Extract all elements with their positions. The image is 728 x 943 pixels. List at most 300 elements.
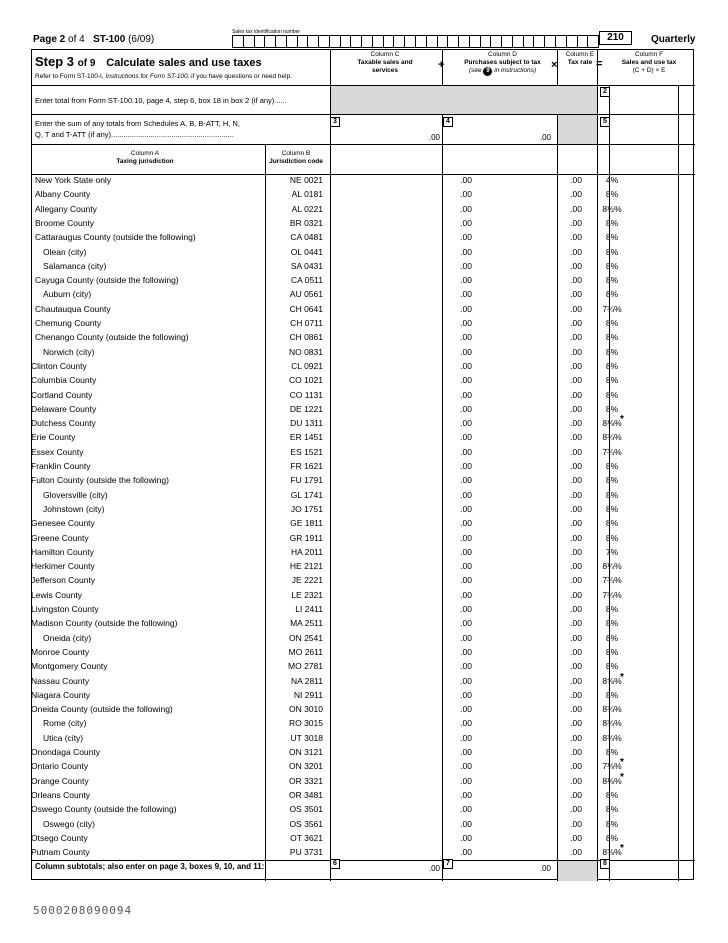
jurisdiction-code: GL 1741	[290, 489, 323, 500]
sales-use-tax-input[interactable]	[609, 645, 677, 659]
taxable-sales-input[interactable]: .00	[460, 789, 472, 800]
jurisdiction-code: DU 1311	[290, 418, 323, 429]
purchases-input[interactable]: .00	[570, 518, 582, 529]
taxable-sales-input[interactable]: .00	[460, 503, 472, 514]
jurisdiction-code: ON 3010	[288, 704, 323, 715]
tax-rate: 8%	[605, 375, 619, 386]
tax-rate: 8%	[605, 389, 619, 400]
taxable-sales-input[interactable]: .00	[460, 318, 472, 328]
sales-use-tax-input[interactable]	[609, 273, 677, 287]
sales-use-tax-input[interactable]	[609, 459, 677, 473]
jurisdiction-name: Dutchess County	[31, 418, 96, 429]
taxable-sales-input[interactable]: .00	[460, 832, 472, 843]
purchases-input[interactable]: .00	[570, 604, 582, 614]
purchases-input[interactable]: .00	[570, 246, 582, 257]
tax-rate: 8%	[605, 403, 619, 414]
box-4-input[interactable]: .00	[539, 133, 551, 142]
taxable-sales-input[interactable]: .00	[460, 203, 472, 214]
filing-period: Quarterly	[651, 34, 696, 45]
rate-footnote-marker: *	[620, 757, 624, 769]
taxable-sales-input[interactable]: .00	[460, 561, 472, 572]
jurisdiction-code: OT 3621	[290, 832, 323, 843]
form-date: (6/09)	[128, 34, 155, 45]
jurisdiction-name: Allegany County	[35, 203, 97, 214]
table-row	[31, 745, 694, 759]
jurisdiction-name: Rome (city)	[43, 718, 87, 729]
sales-use-tax-input[interactable]	[609, 559, 677, 573]
purchases-input[interactable]: .00	[570, 532, 582, 543]
jurisdiction-name: Erie County	[31, 432, 76, 443]
tax-rate: 8%	[605, 475, 619, 486]
tax-rate: 8¾%	[602, 732, 622, 743]
jurisdiction-name: Clinton County	[31, 360, 87, 371]
purchases-input[interactable]: .00	[570, 761, 582, 772]
jurisdiction-name: Cortland County	[31, 389, 93, 400]
purchases-input[interactable]: .00	[570, 289, 582, 300]
jurisdiction-name: Ontario County	[31, 761, 89, 772]
jurisdiction-name: Oswego (city)	[43, 818, 95, 829]
jurisdiction-code: JO 1751	[290, 503, 323, 514]
taxable-sales-input[interactable]: .00	[460, 346, 472, 357]
tax-rate: 8⅜%	[602, 847, 622, 858]
taxable-sales-input[interactable]: .00	[460, 618, 472, 629]
jurisdiction-name: Essex County	[31, 446, 84, 457]
table-row	[31, 245, 694, 259]
tax-rate: 8%	[605, 503, 619, 514]
table-row	[31, 559, 694, 573]
sales-use-tax-input[interactable]	[609, 359, 677, 373]
tax-rate: 8¾%	[602, 718, 622, 729]
jurisdiction-name: Orange County	[31, 775, 89, 786]
sales-use-tax-input[interactable]	[609, 688, 677, 702]
sales-use-tax-input[interactable]	[609, 302, 677, 316]
box-3-input[interactable]: .00	[428, 133, 440, 142]
jurisdiction-code: OS 3501	[289, 804, 323, 815]
subtotal-label: Column subtotals; also enter on page 3, boxes 9, 10, and 11:	[35, 862, 265, 871]
sales-use-tax-input[interactable]	[609, 187, 677, 201]
jurisdiction-code: NA 2811	[291, 675, 323, 686]
table-row	[31, 202, 694, 216]
jurisdiction-name: Monroe County	[31, 646, 90, 657]
taxable-sales-input[interactable]: .00	[460, 675, 472, 686]
jurisdiction-name: Chemung County	[35, 318, 102, 328]
tax-rate: 8%	[605, 332, 619, 343]
table-row	[31, 445, 694, 459]
table-row	[31, 502, 694, 516]
jurisdiction-code: PU 3731	[289, 847, 323, 858]
jurisdiction-code: HA 2011	[291, 546, 323, 557]
jurisdiction-code: LI 2411	[295, 604, 323, 614]
jurisdiction-name: Oneida County (outside the following)	[31, 704, 173, 715]
tax-rate: 8¾%	[602, 432, 622, 443]
tax-rate: 8%	[605, 789, 619, 800]
taxable-sales-input[interactable]: .00	[460, 275, 472, 286]
jurisdiction-code: FR 1621	[290, 461, 323, 471]
purchases-input[interactable]: .00	[570, 303, 582, 314]
sales-use-tax-input[interactable]	[609, 516, 677, 530]
jurisdiction-code: RO 3015	[288, 718, 323, 729]
purchases-input[interactable]: .00	[570, 632, 582, 643]
jurisdiction-code: CH 0861	[289, 332, 323, 343]
table-row	[31, 716, 694, 730]
table-row	[31, 802, 694, 816]
sales-use-tax-input[interactable]	[609, 202, 677, 216]
purchases-input[interactable]: .00	[570, 489, 582, 500]
tax-rate: 8⅛%	[602, 418, 622, 429]
plus-operator: +	[438, 59, 445, 71]
taxable-sales-input[interactable]: .00	[460, 818, 472, 829]
sales-use-tax-input[interactable]	[609, 774, 677, 788]
table-row	[31, 330, 694, 344]
purchases-input[interactable]: .00	[570, 618, 582, 629]
box-8-label: 8	[600, 859, 610, 869]
purchases-input[interactable]: .00	[570, 175, 582, 185]
column-f-header: Column F Sales and use tax (C + D) × E	[621, 51, 677, 74]
taxable-sales-input[interactable]: .00	[460, 718, 472, 729]
table-row	[31, 831, 694, 845]
taxable-sales-input[interactable]: .00	[460, 604, 472, 614]
purchases-input[interactable]: .00	[570, 661, 582, 672]
step-title	[35, 54, 262, 69]
taxable-sales-input[interactable]: .00	[460, 747, 472, 757]
jurisdiction-name: Genesee County	[31, 518, 95, 529]
taxable-sales-input[interactable]: .00	[460, 360, 472, 371]
purchases-input[interactable]: .00	[570, 561, 582, 572]
taxable-sales-input[interactable]: .00	[460, 704, 472, 715]
purchases-input[interactable]: .00	[570, 360, 582, 371]
table-row	[31, 416, 694, 430]
jurisdiction-name: Columbia County	[31, 375, 97, 386]
taxable-sales-input[interactable]: .00	[460, 847, 472, 858]
form-code: 210	[599, 31, 632, 45]
purchases-input[interactable]: .00	[570, 432, 582, 443]
jurisdiction-code: AU 0561	[289, 289, 323, 300]
sales-use-tax-input[interactable]	[609, 545, 677, 559]
form-barcode-number: 5000208090094	[33, 904, 133, 917]
purchases-input[interactable]: .00	[570, 503, 582, 514]
sales-use-tax-input[interactable]	[609, 731, 677, 745]
sales-use-tax-input[interactable]	[609, 287, 677, 301]
purchases-input[interactable]: .00	[570, 403, 582, 414]
jurisdiction-code: OL 0441	[290, 246, 323, 257]
purchases-input[interactable]: .00	[570, 332, 582, 343]
tax-rate: 8%	[605, 532, 619, 543]
jurisdiction-name: Hamilton County	[31, 546, 94, 557]
table-row	[31, 602, 694, 616]
sales-use-tax-input[interactable]	[609, 674, 677, 688]
purchases-input[interactable]: .00	[570, 804, 582, 815]
tax-rate: 8½%	[602, 203, 622, 214]
jurisdiction-name: Delaware County	[31, 403, 97, 414]
taxable-sales-input[interactable]: .00	[460, 575, 472, 586]
sales-use-tax-input[interactable]	[609, 430, 677, 444]
jurisdiction-code: CA 0511	[291, 275, 323, 286]
taxable-sales-input[interactable]: .00	[460, 432, 472, 443]
jurisdiction-code: SA 0431	[290, 260, 323, 271]
purchases-input[interactable]: .00	[570, 789, 582, 800]
jurisdiction-code: JE 2221	[291, 575, 323, 586]
jurisdiction-code: OR 3481	[288, 789, 323, 800]
sales-use-tax-input[interactable]	[609, 788, 677, 802]
jurisdiction-name: Albany County	[35, 189, 91, 200]
taxable-sales-input[interactable]: .00	[460, 689, 472, 700]
purchases-input[interactable]: .00	[570, 275, 582, 286]
purchases-input[interactable]: .00	[570, 475, 582, 486]
purchases-input[interactable]: .00	[570, 418, 582, 429]
box-8-input[interactable]	[609, 859, 677, 879]
taxable-sales-input[interactable]: .00	[460, 260, 472, 271]
sales-use-tax-input[interactable]	[609, 373, 677, 387]
sales-use-tax-input[interactable]	[609, 616, 677, 630]
step-number: Step 3	[35, 54, 75, 69]
taxable-sales-input[interactable]: .00	[460, 375, 472, 386]
step-reference: Refer to Form ST-100-I, Instructions for Form ST-100, if you have questions or need help.	[35, 73, 293, 80]
sales-use-tax-input[interactable]	[609, 502, 677, 516]
taxable-sales-input[interactable]: .00	[460, 632, 472, 643]
jurisdiction-code: AL 0181	[291, 189, 323, 200]
box-4-label: 4	[443, 117, 453, 127]
sales-use-tax-input[interactable]	[609, 588, 677, 602]
taxable-sales-input[interactable]: .00	[460, 646, 472, 657]
line-1-text: Enter total from Form ST-100.10, page 4, step 6, box 18 in box 2 (if any)......	[35, 96, 287, 105]
tax-rate: 8%	[605, 360, 619, 371]
table-row	[31, 659, 694, 673]
jurisdiction-code: ON 2541	[288, 632, 323, 643]
jurisdiction-code: BR 0321	[289, 217, 323, 228]
sales-use-tax-input[interactable]	[609, 330, 677, 344]
jurisdiction-name: Olean (city)	[43, 246, 87, 257]
taxable-sales-input[interactable]: .00	[460, 775, 472, 786]
tax-rate: 8%	[605, 618, 619, 629]
table-row	[31, 488, 694, 502]
sales-use-tax-input[interactable]	[609, 245, 677, 259]
jurisdiction-name: Oswego County (outside the following)	[31, 804, 177, 815]
sales-use-tax-input[interactable]	[609, 602, 677, 616]
taxable-sales-input[interactable]: .00	[460, 289, 472, 300]
jurisdiction-code: ER 1451	[289, 432, 323, 443]
purchases-input[interactable]: .00	[570, 818, 582, 829]
jurisdiction-code: ES 1521	[290, 446, 323, 457]
jurisdiction-name: Herkimer County	[31, 561, 95, 572]
taxable-sales-input[interactable]: .00	[460, 661, 472, 672]
taxable-sales-input[interactable]: .00	[460, 732, 472, 743]
purchases-input[interactable]: .00	[570, 775, 582, 786]
purchases-input[interactable]: .00	[570, 747, 582, 757]
rate-footnote-marker: *	[620, 671, 624, 683]
purchases-input[interactable]: .00	[570, 718, 582, 729]
tax-rate: 8%	[605, 604, 619, 614]
purchases-input[interactable]: .00	[570, 589, 582, 600]
jurisdiction-name: Jefferson County	[31, 575, 96, 586]
table-row	[31, 771, 694, 788]
tax-rate: 8%	[605, 646, 619, 657]
box-2-label: 2	[600, 87, 610, 97]
tax-rate: 8⅝%	[602, 675, 622, 686]
jurisdiction-name: Fulton County (outside the following)	[31, 475, 169, 486]
purchases-input[interactable]: .00	[570, 203, 582, 214]
table-row	[31, 702, 694, 716]
jurisdiction-code: NI 2911	[293, 689, 323, 700]
jurisdiction-name: Oneida (city)	[43, 632, 92, 643]
taxable-sales-input[interactable]: .00	[460, 232, 472, 243]
sales-use-tax-input[interactable]	[609, 473, 677, 487]
tax-rate: 8%	[605, 246, 619, 257]
purchases-input[interactable]: .00	[570, 689, 582, 700]
table-row	[31, 588, 694, 602]
table-row	[31, 316, 694, 330]
column-d-header: Column D Purchases subject to tax (see 9 in instructions)	[464, 51, 541, 74]
sales-use-tax-input[interactable]	[609, 230, 677, 244]
taxable-sales-input[interactable]: .00	[460, 489, 472, 500]
jurisdiction-name: Broome County	[35, 217, 95, 228]
sales-use-tax-input[interactable]	[609, 416, 677, 430]
tax-rate: 8%	[605, 217, 619, 228]
taxable-sales-input[interactable]: .00	[460, 518, 472, 529]
tax-rate: 7⅛%	[602, 761, 622, 772]
purchases-input[interactable]: .00	[570, 217, 582, 228]
taxable-sales-input[interactable]: .00	[460, 418, 472, 429]
purchases-input[interactable]: .00	[570, 575, 582, 586]
table-row	[31, 545, 694, 559]
taxable-sales-input[interactable]: .00	[460, 303, 472, 314]
box-5-label: 5	[600, 117, 610, 127]
jurisdiction-name: Johnstown (city)	[43, 503, 105, 514]
taxable-sales-input[interactable]: .00	[460, 532, 472, 543]
purchases-input[interactable]: .00	[570, 847, 582, 858]
sales-use-tax-input[interactable]	[609, 716, 677, 730]
sales-use-tax-input[interactable]	[609, 702, 677, 716]
step-of: of 9	[77, 58, 96, 69]
tax-rate: 8¾%	[602, 704, 622, 715]
jurisdiction-code: CL 0921	[291, 360, 323, 371]
jurisdiction-name: New York State only	[35, 175, 112, 185]
sales-use-tax-input[interactable]	[609, 316, 677, 330]
box-6-label: 6	[330, 859, 340, 869]
sales-use-tax-input[interactable]	[609, 845, 677, 859]
taxable-sales-input[interactable]: .00	[460, 589, 472, 600]
jurisdiction-code: NO 0831	[288, 346, 323, 357]
tax-rate: 8⅛%	[602, 775, 622, 786]
taxable-sales-input[interactable]: .00	[460, 446, 472, 457]
tax-rate: 8%	[605, 260, 619, 271]
tax-rate: 8¼%	[602, 561, 622, 572]
jurisdiction-name: Livingston County	[31, 604, 99, 614]
purchases-input[interactable]: .00	[570, 832, 582, 843]
tax-rate: 7¾%	[602, 303, 622, 314]
purchases-input[interactable]: .00	[570, 260, 582, 271]
taxid-input[interactable]	[232, 35, 599, 48]
taxable-sales-input[interactable]: .00	[460, 761, 472, 772]
tax-rate: 8%	[605, 661, 619, 672]
table-row	[31, 671, 694, 688]
purchases-input[interactable]: .00	[570, 346, 582, 357]
table-row	[31, 645, 694, 659]
purchases-input[interactable]: .00	[570, 389, 582, 400]
jurisdiction-name: Greene County	[31, 532, 89, 543]
sales-use-tax-input[interactable]	[609, 388, 677, 402]
purchases-input[interactable]: .00	[570, 704, 582, 715]
sales-use-tax-input[interactable]	[609, 259, 677, 273]
taxable-sales-input[interactable]: .00	[460, 461, 472, 471]
table-row	[31, 402, 694, 416]
purchases-input[interactable]: .00	[570, 318, 582, 328]
instruction-ref-icon: 9	[483, 67, 492, 76]
tax-rate: 8%	[605, 518, 619, 529]
purchases-input[interactable]: .00	[570, 646, 582, 657]
purchases-input[interactable]: .00	[570, 461, 582, 471]
box-6-input[interactable]: .00	[428, 864, 440, 873]
jurisdiction-code: CH 0641	[289, 303, 323, 314]
purchases-input[interactable]: .00	[570, 232, 582, 243]
rate-footnote-marker: *	[620, 843, 624, 855]
tax-rate: 7¾%	[602, 589, 622, 600]
times-operator: ×	[551, 59, 558, 71]
sales-use-tax-input[interactable]	[609, 631, 677, 645]
box-5-input[interactable]	[609, 117, 677, 143]
sales-use-tax-input[interactable]	[609, 531, 677, 545]
tax-rate: 4%	[605, 175, 619, 185]
purchases-input[interactable]: .00	[570, 189, 582, 200]
box-7-label: 7	[443, 859, 453, 869]
taxable-sales-input[interactable]: .00	[460, 217, 472, 228]
table-row	[31, 845, 694, 859]
sales-use-tax-input[interactable]	[609, 173, 677, 187]
table-row	[31, 688, 694, 702]
purchases-input[interactable]: .00	[570, 732, 582, 743]
line-2-text: Enter the sum of any totals from Schedules A, B, B-ATT, H, N, Q, T and T-ATT (if any)...........................................................	[35, 119, 240, 139]
taxable-sales-input[interactable]: .00	[460, 475, 472, 486]
taxable-sales-input[interactable]: .00	[460, 389, 472, 400]
table-row	[31, 388, 694, 402]
sales-use-tax-input[interactable]	[609, 817, 677, 831]
purchases-input[interactable]: .00	[570, 546, 582, 557]
purchases-input[interactable]: .00	[570, 675, 582, 686]
table-row	[31, 230, 694, 244]
sales-use-tax-input[interactable]	[609, 802, 677, 816]
tax-rate: 8%	[605, 346, 619, 357]
jurisdiction-name: Montgomery County	[31, 661, 108, 672]
sales-use-tax-input[interactable]	[609, 345, 677, 359]
table-row	[31, 373, 694, 387]
jurisdiction-name: Auburn (city)	[43, 289, 92, 300]
taxable-sales-input[interactable]: .00	[460, 175, 472, 185]
jurisdiction-code: OS 3561	[289, 818, 323, 829]
box-2-input[interactable]	[609, 87, 677, 113]
tax-rate: 8%	[605, 632, 619, 643]
sales-use-tax-input[interactable]	[609, 216, 677, 230]
taxable-sales-input[interactable]: .00	[460, 403, 472, 414]
purchases-input[interactable]: .00	[570, 375, 582, 386]
purchases-input[interactable]: .00	[570, 446, 582, 457]
jurisdiction-name: Orleans County	[31, 789, 91, 800]
table-row	[31, 173, 694, 187]
table-row	[31, 430, 694, 444]
page-number: Page 2	[33, 34, 66, 45]
tax-rate: 8%	[605, 832, 619, 843]
sales-use-tax-input[interactable]	[609, 445, 677, 459]
taxable-sales-input[interactable]: .00	[460, 546, 472, 557]
box-7-input[interactable]: .00	[539, 864, 551, 873]
sales-use-tax-input[interactable]	[609, 488, 677, 502]
taxable-sales-input[interactable]: .00	[460, 332, 472, 343]
jurisdiction-code: LE 2321	[291, 589, 323, 600]
taxable-sales-input[interactable]: .00	[460, 804, 472, 815]
taxable-sales-input[interactable]: .00	[460, 189, 472, 200]
page-of: of 4	[68, 34, 85, 45]
taxable-sales-input[interactable]: .00	[460, 246, 472, 257]
table-row	[31, 187, 694, 201]
sales-use-tax-input[interactable]	[609, 573, 677, 587]
